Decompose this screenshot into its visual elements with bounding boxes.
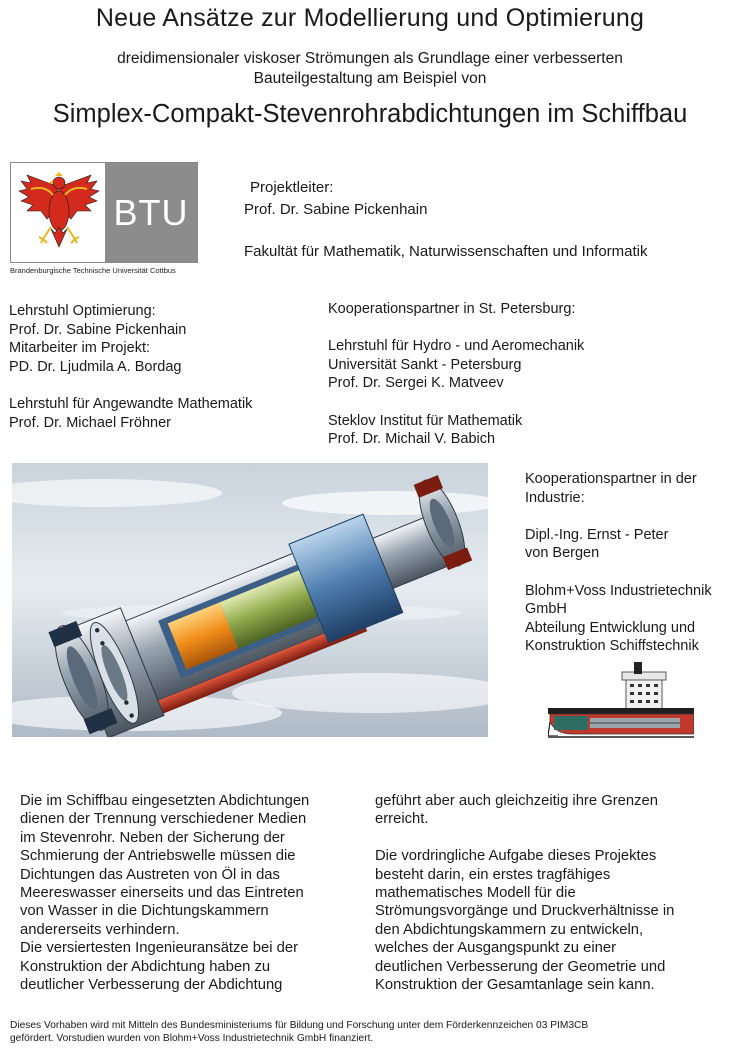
industry-line: Konstruktion Schiffstechnik	[525, 638, 699, 655]
project-leader-label: Projektleiter:	[250, 179, 334, 196]
project-leader-name: Prof. Dr. Sabine Pickenhain	[244, 201, 428, 218]
body-line: deutlicher Verbesserung der Abdichtung	[20, 977, 283, 994]
subtitle-line-2: Bauteilgestaltung am Beispiel von	[253, 70, 487, 87]
body-line: Dichtungen das Austreten von Öl in das	[20, 866, 280, 883]
body-line: im Stevenrohr. Neben der Sicherung der	[20, 829, 285, 846]
main-title: Simplex-Compakt-Stevenrohrabdichtungen im Schiffbau	[52, 100, 688, 128]
body-line: Konstruktion der Abdichtung haben zu	[20, 958, 271, 975]
body-line: dienen der Trennung verschiedener Medien	[20, 811, 307, 828]
industry-line: Kooperationspartner in der	[525, 471, 697, 487]
body-line: Strömungsvorgänge und Druckverhältnisse in	[375, 903, 675, 920]
body-line: den Abdichtungskammern zu entwickeln,	[375, 921, 644, 938]
faculty-name: Fakultät für Mathematik, Naturwissenschaften und Informatik	[244, 243, 648, 260]
stern-tube-seal-illustration	[12, 463, 488, 737]
industry-line: Dipl.-Ing. Ernst - Peter	[525, 526, 669, 543]
body-line: von Wasser in die Dichtungskammern	[20, 903, 269, 920]
body-line: Die versiertesten Ingenieuransätze bei der	[20, 940, 299, 957]
spacer	[328, 319, 648, 338]
body-line: Konstruktion der Gesamtanlage sein kann.	[375, 977, 655, 994]
logo-caption: Brandenburgische Technische Universität Cottbus	[10, 266, 176, 275]
spacer	[375, 829, 725, 847]
partner-line: Steklov Institut für Mathematik	[328, 412, 523, 429]
industry-line: Blohm+Voss Industrietechnik	[525, 582, 712, 599]
seal-drawing	[12, 463, 488, 737]
chair-line: PD. Dr. Ljudmila A. Bordag	[9, 358, 182, 375]
footer-line-1: Dieses Vorhaben wird mit Mitteln des Bundesministeriums für Bildung und Forschung unter dem Förderkennzeichen 03 PIM3CB	[10, 1020, 589, 1031]
spacer	[328, 393, 648, 412]
body-line: erreicht.	[375, 811, 429, 828]
body-line: geführt aber auch gleichzeitig ihre Grenzen	[375, 793, 658, 809]
footer-line-2: gefördert. Vorstudien wurden von Blohm+Voss Industrietechnik GmbH finanziert.	[10, 1033, 374, 1044]
chair-line: Mitarbeiter im Projekt:	[9, 340, 151, 357]
chair-line: Lehrstuhl Optimierung:	[9, 303, 156, 319]
btu-logo-text: BTU	[105, 163, 197, 262]
body-line: Meereswasser einerseits und das Eintreten	[20, 885, 304, 902]
chair-line: Prof. Dr. Sabine Pickenhain	[9, 321, 187, 338]
industry-line: von Bergen	[525, 545, 600, 562]
body-text-right	[375, 792, 725, 994]
partner-list-petersburg	[328, 300, 648, 449]
body-text-left	[20, 792, 360, 994]
page-title: Neue Ansätze zur Modellierung und Optimierung	[95, 4, 645, 32]
body-line: Die im Schiffbau eingesetzten Abdichtungen	[20, 793, 310, 809]
spacer	[9, 376, 309, 395]
ship-drawing	[548, 660, 694, 742]
industry-line: GmbH	[525, 601, 567, 618]
spacer	[525, 507, 730, 526]
partner-line: Universität Sankt - Petersburg	[328, 356, 522, 373]
industry-line: Abteilung Entwicklung und	[525, 619, 696, 636]
ship-illustration	[548, 660, 694, 742]
body-line: besteht darin, ein erstes tragfähiges	[375, 866, 611, 883]
brandenburg-eagle-icon	[17, 167, 101, 259]
body-line: Schmierung der Antriebswelle müssen die	[20, 848, 296, 865]
chair-line: Prof. Dr. Michael Fröhner	[9, 414, 171, 431]
partner-line: Prof. Dr. Michail V. Babich	[328, 431, 496, 448]
subtitle-line-1: dreidimensionaler viskoser Strömungen als Grundlage einer verbesserten	[117, 50, 623, 67]
body-line: andererseits verhindern.	[20, 921, 180, 938]
btu-logo	[10, 162, 198, 263]
partner-line: Lehrstuhl für Hydro - und Aeromechanik	[328, 338, 585, 355]
spacer	[525, 563, 730, 582]
partner-line: Prof. Dr. Sergei K. Matveev	[328, 375, 504, 392]
partner-line: Kooperationspartner in St. Petersburg:	[328, 301, 576, 317]
body-line: deutlichen Verbesserung der Geometrie und	[375, 958, 666, 975]
chair-list	[9, 302, 309, 432]
body-line: welches der Ausgangspunkt zu einer	[375, 940, 617, 957]
industry-line: Industrie:	[525, 489, 585, 506]
body-line: Die vordringliche Aufgabe dieses Projektes	[375, 848, 657, 865]
industry-partner	[525, 470, 730, 656]
funding-footer	[10, 1019, 588, 1045]
body-line: mathematisches Modell für die	[375, 885, 576, 902]
chair-line: Lehrstuhl für Angewandte Mathematik	[9, 395, 253, 412]
